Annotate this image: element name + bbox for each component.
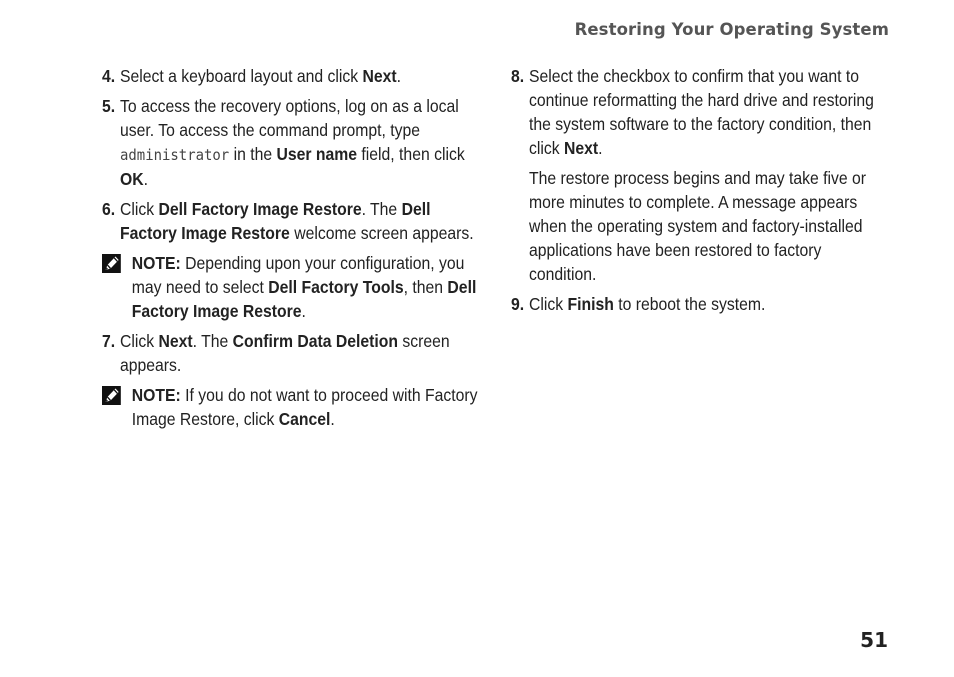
ui-term: Dell Factory Tools [268, 277, 404, 297]
ui-term: Dell Factory Image Restore [131, 277, 477, 321]
step-8-paragraph: The restore process begins and may take five or more minutes to complete. A message appears when the operating system and factory-installed applications have been restored to factory condition. [529, 168, 867, 284]
step-text: Select the checkbox to confirm that you want to continue reformatting the hard drive and restoring the system software to the factory condition, then click Next. [529, 66, 874, 158]
code-text: administrator [120, 146, 230, 164]
ui-term: Confirm Data Deletion [232, 331, 399, 351]
step-text: Click Finish to reboot the system. [529, 294, 766, 314]
step-text: To access the recovery options, log on as a local user. To access the command prompt, type administrator in the User name field, then click OK. [120, 96, 465, 189]
note-pencil-icon [102, 383, 132, 431]
ui-term-ok: OK [120, 169, 144, 189]
ui-term: Dell Factory Image Restore [120, 199, 431, 243]
ui-term: Dell Factory Image Restore [158, 199, 362, 219]
step-number: 5. [102, 96, 116, 116]
note-text: NOTE: Depending upon your configuration, you may need to select Dell Factory Tools, then Dell Factory Image Restore. [131, 253, 477, 321]
ui-term-next: Next [362, 66, 397, 86]
step-number: 6. [102, 199, 116, 219]
ui-term-user-name: User name [276, 144, 358, 164]
step-7 [102, 329, 480, 377]
note-pencil-icon [102, 251, 132, 323]
step-text: Select a keyboard layout and click Next. [120, 66, 402, 86]
step-5 [102, 94, 480, 191]
ui-term-finish: Finish [567, 294, 614, 314]
note-label: NOTE: [131, 385, 181, 405]
step-6 [102, 197, 480, 245]
page-number: 51 [860, 628, 888, 652]
step-text: Click Dell Factory Image Restore. The Dell Factory Image Restore welcome screen appears. [120, 199, 474, 243]
ui-term-cancel: Cancel [278, 409, 331, 429]
step-number: 7. [102, 331, 116, 351]
ui-term-next: Next [158, 331, 193, 351]
step-number: 9. [511, 294, 525, 314]
step-4 [102, 64, 480, 88]
left-column [102, 64, 480, 437]
step-8 [511, 64, 887, 160]
step-number: 4. [102, 66, 116, 86]
step-9 [511, 292, 887, 316]
note-label: NOTE: [131, 253, 181, 273]
note-text: NOTE: If you do not want to proceed with Factory Image Restore, click Cancel. [131, 385, 478, 429]
ui-term-next: Next [564, 138, 599, 158]
running-header: Restoring Your Operating System [574, 20, 889, 39]
note-1 [102, 251, 480, 323]
step-text: Click Next. The Confirm Data Deletion screen appears. [120, 331, 450, 375]
right-column [511, 64, 887, 322]
step-number: 8. [511, 66, 525, 86]
note-2 [102, 383, 480, 431]
